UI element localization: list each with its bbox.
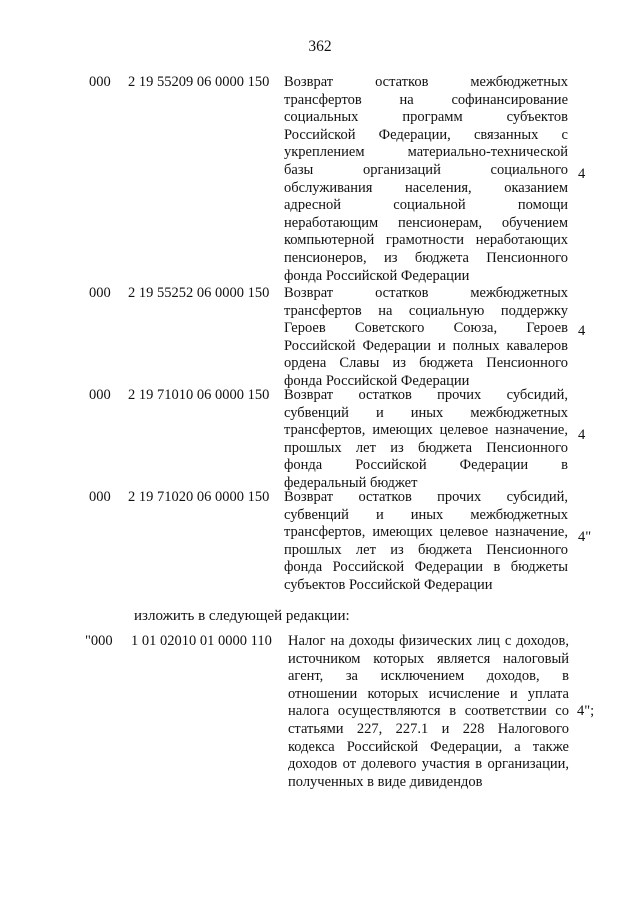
- row-description: [284, 489, 568, 595]
- row-description: [284, 285, 568, 391]
- row-code-prefix: 000: [89, 74, 111, 90]
- description-line: Возврат остатков межбюджетных: [284, 285, 568, 301]
- row-description: [288, 633, 569, 791]
- description-line: базы организаций социального: [284, 161, 568, 178]
- description-line: фонда Российской Федерации в: [284, 457, 568, 474]
- description-line: субъектов Российской Федерации: [284, 576, 493, 593]
- description-line: укреплением материально-технической: [284, 144, 568, 161]
- row-budget-code: 2 19 71010 06 0000 150: [128, 387, 270, 403]
- amendment-instruction: изложить в следующей редакции:: [134, 608, 350, 624]
- description-line: доходов от долевого участия в организации,: [288, 756, 569, 773]
- description-line: трансфертов на софинансирование: [284, 91, 568, 108]
- description-line: адресной социальной помощи: [284, 197, 568, 214]
- description-line: субвенций и иных межбюджетных: [284, 506, 568, 523]
- description-line: Налог на доходы физических лиц с доходов,: [288, 633, 569, 649]
- row-code-prefix: "000: [85, 633, 113, 649]
- description-line: Возврат остатков прочих субсидий,: [284, 489, 568, 505]
- description-line: фонда Российской Федерации: [284, 372, 470, 389]
- description-line: субвенций и иных межбюджетных: [284, 404, 568, 421]
- description-line: полученных в виде дивидендов: [288, 773, 483, 790]
- description-line: Возврат остатков прочих субсидий,: [284, 387, 568, 403]
- row-value: 4";: [577, 703, 595, 719]
- description-line: прошлых лет из бюджета Пенсионного: [284, 541, 568, 558]
- description-line: налога осуществляются в соответствии со: [288, 703, 569, 720]
- description-line: Российской Федерации, связанных с: [284, 126, 568, 143]
- row-budget-code: 1 01 02010 01 0000 110: [131, 633, 272, 649]
- description-line: источником которых является налоговый: [288, 650, 569, 667]
- description-line: Героев Советского Союза, Героев: [284, 320, 568, 337]
- row-budget-code: 2 19 55209 06 0000 150: [128, 74, 270, 90]
- row-code-prefix: 000: [89, 387, 111, 403]
- description-line: агент, за исключением доходов, в: [288, 668, 569, 685]
- description-line: трансфертов на социальную поддержку: [284, 302, 568, 319]
- description-line: обслуживания населения, оказанием: [284, 179, 568, 196]
- row-budget-code: 2 19 55252 06 0000 150: [128, 285, 270, 301]
- description-line: ордена Славы из бюджета Пенсионного: [284, 355, 568, 372]
- description-line: социальных программ субъектов: [284, 109, 568, 126]
- row-budget-code: 2 19 71020 06 0000 150: [128, 489, 270, 505]
- page-number: 362: [308, 38, 332, 55]
- description-line: Российской Федерации и полных кавалеров: [284, 337, 568, 354]
- description-line: фонда Российской Федерации в бюджеты: [284, 559, 568, 576]
- description-line: отношении которых исчисление и уплата: [288, 685, 569, 702]
- description-line: трансфертов, имеющих целевое назначение,: [284, 524, 568, 541]
- description-line: пенсионеров, из бюджета Пенсионного: [284, 249, 568, 266]
- row-description: [284, 387, 568, 493]
- description-line: неработающим пенсионерам, обучением: [284, 214, 568, 231]
- description-line: компьютерной грамотности неработающих: [284, 232, 568, 249]
- description-line: федеральный бюджет: [284, 474, 418, 491]
- row-description: [284, 74, 568, 285]
- description-line: статьями 227, 227.1 и 228 Налогового: [288, 720, 569, 737]
- description-line: прошлых лет из бюджета Пенсионного: [284, 439, 568, 456]
- row-value: 4: [578, 427, 586, 443]
- description-line: фонда Российской Федерации: [284, 267, 470, 284]
- row-value: 4": [578, 529, 592, 545]
- description-line: кодекса Российской Федерации, а также: [288, 738, 569, 755]
- row-value: 4: [578, 323, 586, 339]
- row-code-prefix: 000: [89, 285, 111, 301]
- row-value: 4: [578, 166, 586, 182]
- row-code-prefix: 000: [89, 489, 111, 505]
- description-line: трансфертов, имеющих целевое назначение,: [284, 422, 568, 439]
- description-line: Возврат остатков межбюджетных: [284, 74, 568, 90]
